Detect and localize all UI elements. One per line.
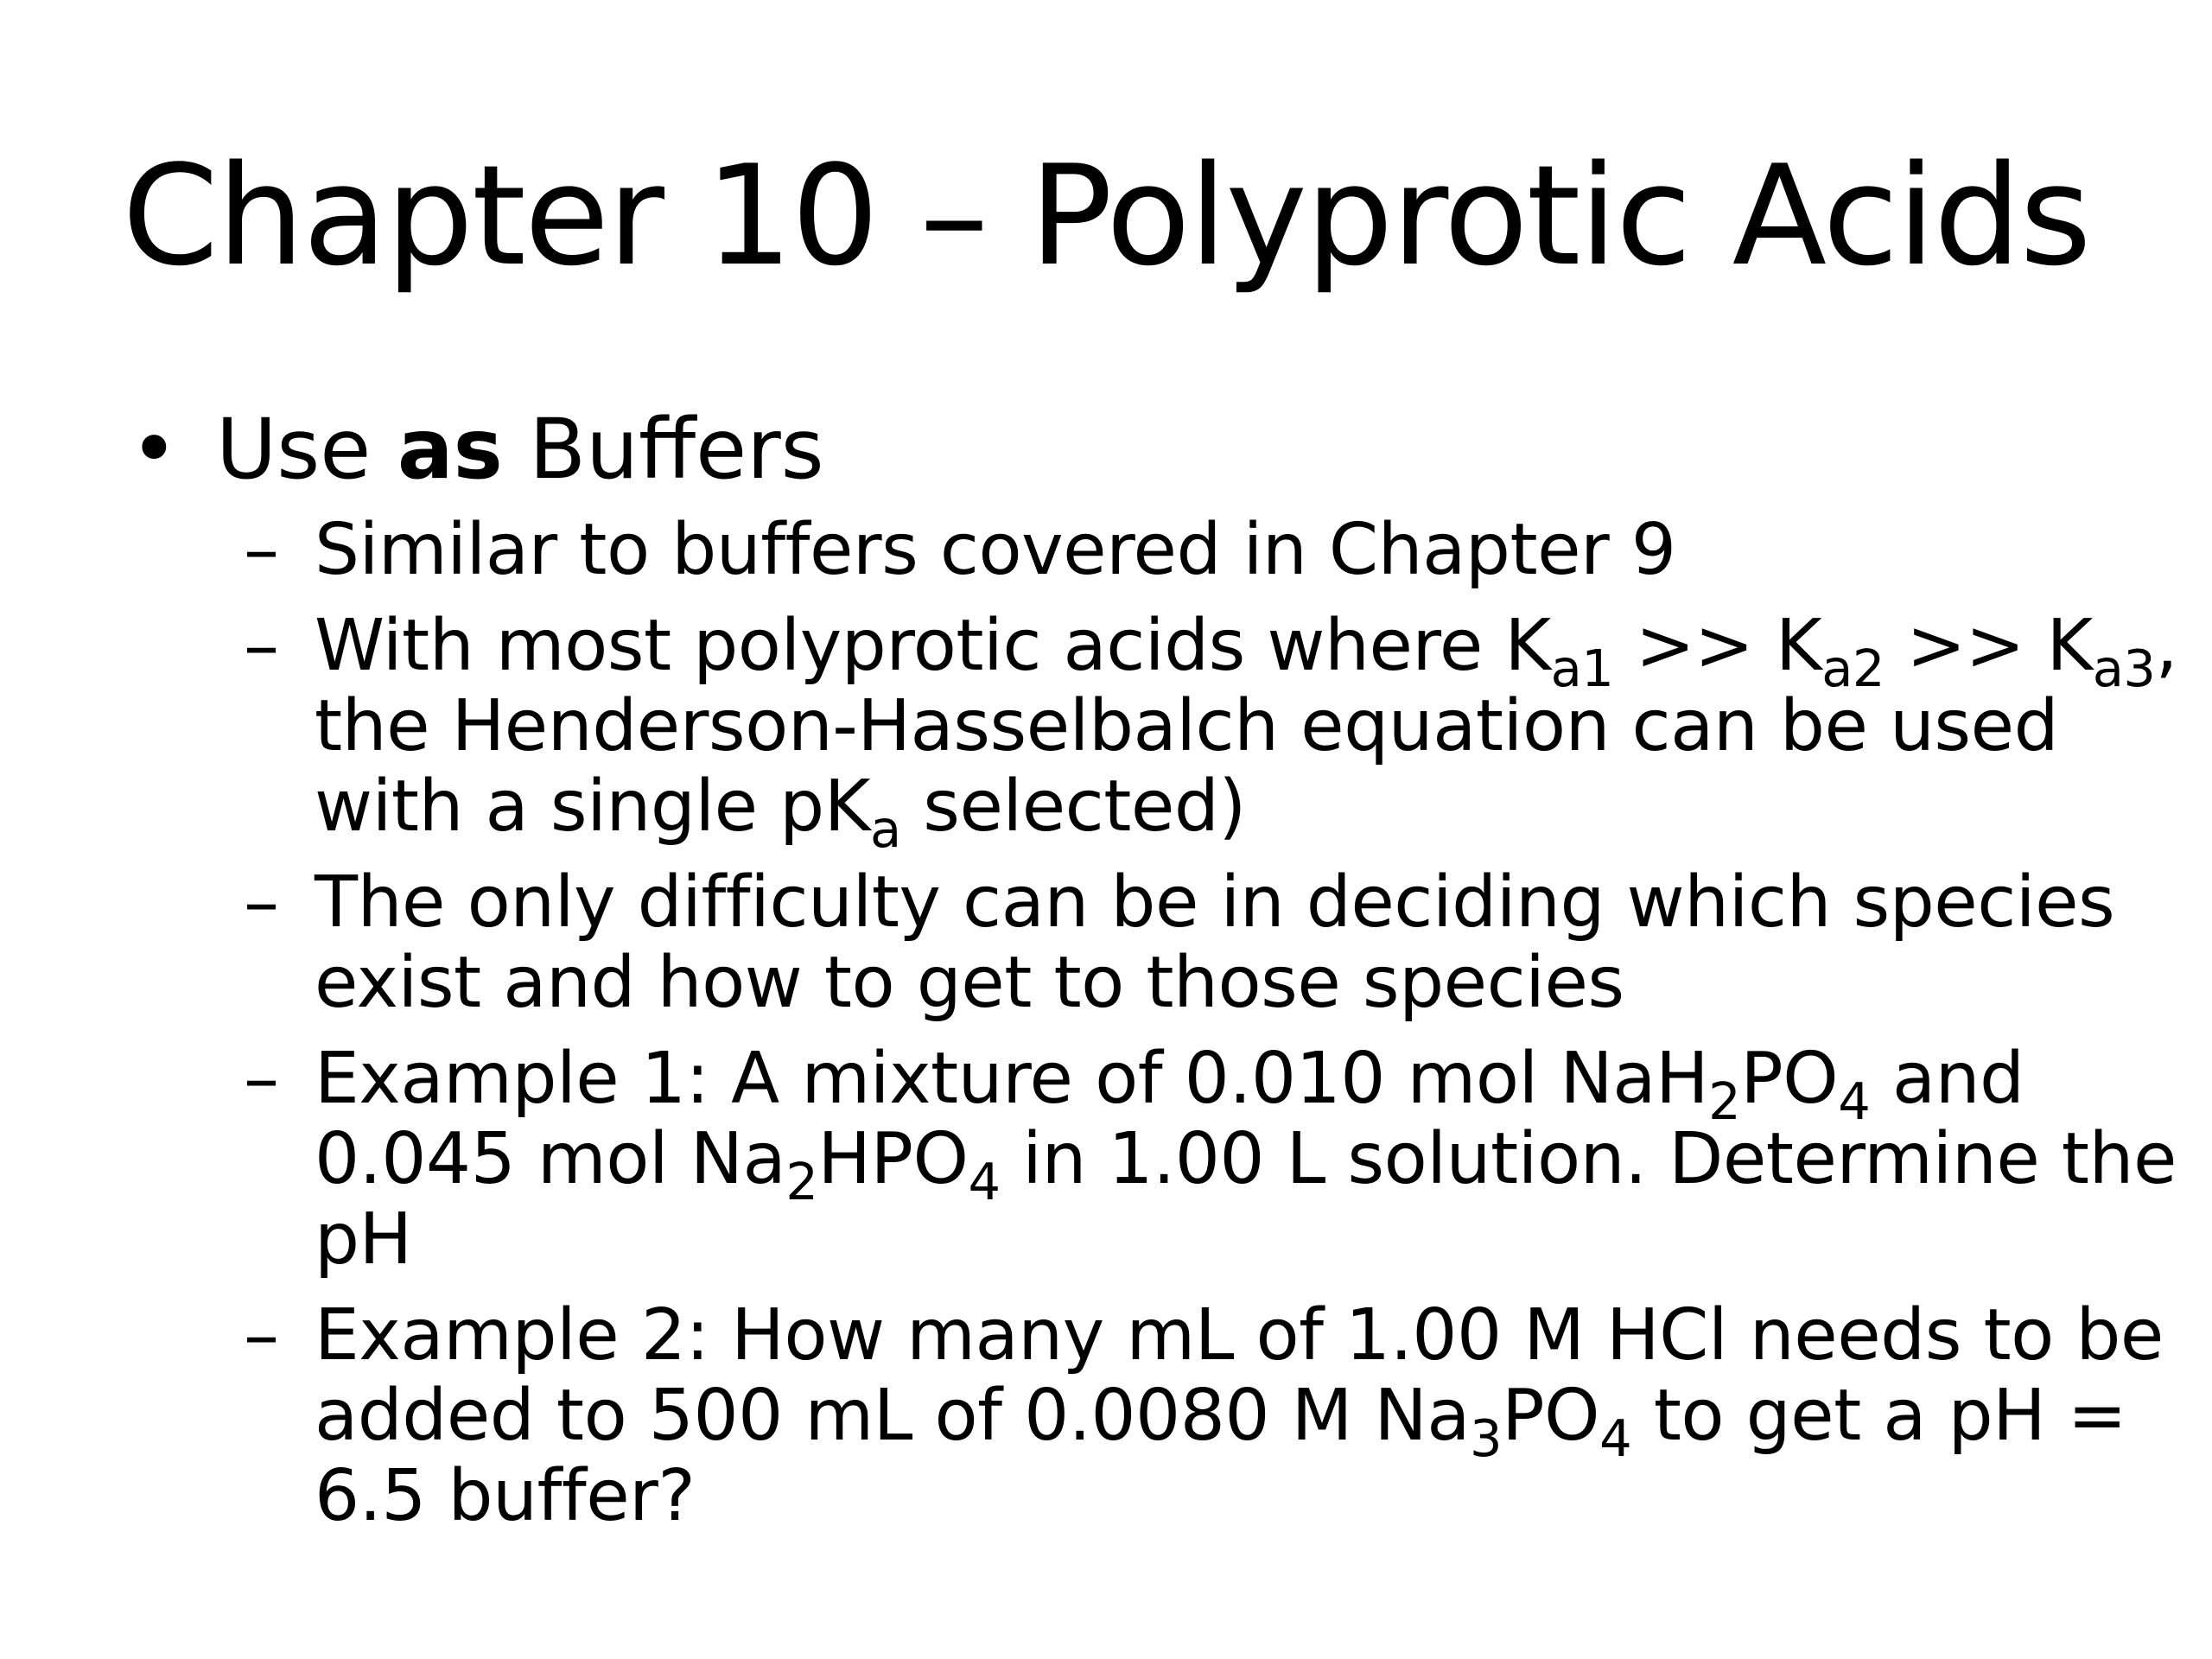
sub-bullet-line: added to 500 mL of 0.0080 M $Na_3PO_4$ to get a pH =: [315, 1375, 2127, 1468]
dash-marker: –: [244, 509, 279, 591]
sub-bullet-line: Similar to buffers covered in Chapter 9: [315, 509, 1676, 591]
sub-bullet-line: 6.5 buffer?: [315, 1455, 696, 1537]
sub-bullet-list: [244, 510, 2179, 1552]
bullet-text: [216, 402, 824, 497]
sub-bullet-line: With most polyprotic acids where $K_{a1} >> K_{a2} >> K_{a3}$,: [315, 605, 2178, 698]
sub-bullet-line: Example 2: How many mL of 1.00 M HCl needs to be: [315, 1294, 2164, 1376]
sub-bullet-item: [244, 1039, 2179, 1280]
sub-bullet-item: [244, 510, 2179, 590]
sub-bullet-line: pH: [315, 1198, 412, 1281]
bullet-suffix: Buffers: [502, 401, 824, 498]
dash-marker: –: [244, 1038, 279, 1120]
sub-bullet-line: Example 1: A mixture of 0.010 mol $NaH_2PO_4$ and: [315, 1038, 2024, 1131]
sub-bullet-line: The only difficulty can be in deciding which species: [315, 861, 2115, 944]
sub-bullet-line: 0.045 mol $Na_2HPO_4$ in 1.00 L solution. Determine the: [315, 1118, 2177, 1211]
sub-bullet-item: [244, 605, 2179, 859]
bullet-marker: •: [130, 401, 179, 498]
sub-bullet-item: [244, 1295, 2179, 1536]
dash-marker: –: [244, 861, 279, 944]
slide-title: Chapter 10 – Polyprotic Acids: [122, 135, 2090, 296]
bullet-bold-word: as: [397, 401, 503, 498]
sub-bullet-line: exist and how to get to those species: [315, 942, 1624, 1024]
sub-bullet-line: the Henderson-Hasselbalch equation can be used: [315, 685, 2059, 767]
sub-bullet-item: [244, 862, 2179, 1023]
sub-bullet-line: with a single $pK_a$ selected): [315, 766, 1246, 859]
bullet-prefix: Use: [216, 401, 397, 498]
dash-marker: –: [244, 605, 279, 687]
dash-marker: –: [244, 1294, 279, 1376]
